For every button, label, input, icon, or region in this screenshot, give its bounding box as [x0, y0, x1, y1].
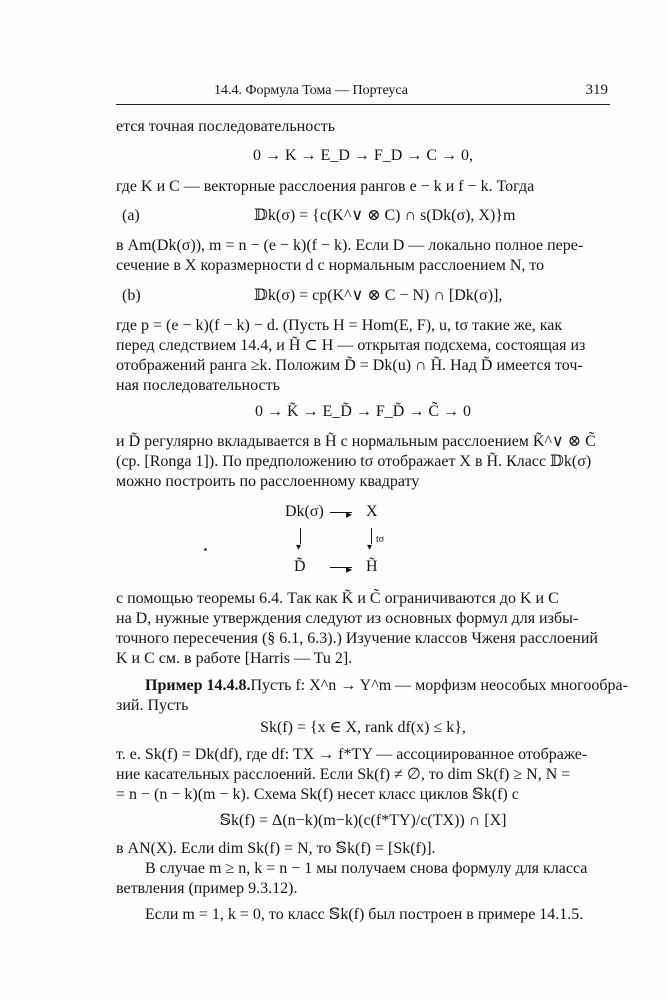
text-line: можно построить по расслоенному квадрату — [116, 473, 420, 490]
text-line: в Am(Dk(σ)), m = n − (e − k)(f − k). Если D — локально полное пере- — [116, 237, 584, 254]
text-line: ние касательных расслоений. Если Sk(f) ≠ ∅, то dim Sk(f) ≥ N, N = — [116, 766, 571, 783]
text-line: (ср. [Ronga 1]). По предположению tσ отображает X в H̃. Класс 𝔻k(σ) — [116, 453, 592, 470]
example-text: Пусть f: X^n → Y^m — морфизм неособых многообра- — [250, 677, 628, 694]
text-line: сечение в X коразмерности d с нормальным расслоением N, то — [116, 257, 545, 274]
text-line: K и C см. в работе [Harris — Tu 2]. — [116, 650, 353, 667]
arrow-head: ▸ — [346, 562, 353, 576]
text-line: где K и C — векторные расслоения рангов e − k и f − k. Тогда — [116, 178, 535, 195]
display-equation: 0 → K̃ → E_D̃ → F_D̃ → C̃ → 0 — [254, 403, 471, 420]
text-line: и D̃ регулярно вкладывается в H̃ с нормальным расслоением K̃^∨ ⊗ C̃ — [116, 433, 596, 450]
equation-tag: (b) — [122, 287, 141, 304]
text-line: зий. Пусть — [116, 697, 189, 714]
arrow-head: ▾ — [296, 542, 302, 553]
text-line: отображений ранга ≥k. Положим D̃ = Dk(u) ∩ H̃. Над D̃ имеется точ- — [116, 357, 583, 374]
running-title: 14.4. Формула Тома — Портеуса — [214, 83, 409, 98]
diagram-node-top-right: X — [366, 503, 378, 520]
page-number: 319 — [585, 82, 608, 98]
text-line: ется точная последовательность — [116, 118, 336, 135]
example-title: Пример 14.4.8. — [145, 677, 251, 694]
text-line: т. е. Sk(f) = Dk(df), где df: TX → f*TY — ассоциированное отображе- — [116, 746, 588, 763]
text-line: с помощью теоремы 6.4. Так как K̃ и C̃ ограничиваются до K и C — [116, 590, 559, 607]
text-line: в AN(X). Если dim Sk(f) = N, то 𝕊k(f) = [Sk(f)]. — [116, 840, 436, 857]
display-equation: 0 → K → E_D → F_D → C → 0, — [252, 147, 473, 164]
equation-tag: (a) — [122, 207, 140, 224]
display-equation: 𝔻k(σ) = {c(K^∨ ⊗ C) ∩ s(Dk(σ), X)}m — [254, 207, 516, 224]
text-line: точного пересечения (§ 6.1, 6.3).) Изучение классов Чженя расслоений — [116, 630, 598, 647]
text-line: перед следствием 14.4, и H̃ ⊂ H — открытая подсхема, состоящая из — [116, 337, 586, 354]
text-line: на D, нужные утверждения следуют из основных формул для избы- — [116, 610, 579, 627]
diagram-arrow-label: tσ — [376, 534, 385, 545]
text-line: ная последовательность — [116, 377, 280, 394]
diagram-node-bottom-right: H̃ — [366, 558, 378, 575]
running-header — [116, 78, 610, 105]
display-equation: Sk(f) = {x ∈ X, rank df(x) ≤ k}, — [260, 719, 466, 736]
display-equation: 𝔻k(σ) = cp(K^∨ ⊗ C − N) ∩ [Dk(σ)], — [254, 287, 503, 304]
text-line: Если m = 1, k = 0, то класс 𝕊k(f) был построен в примере 14.1.5. — [145, 906, 584, 923]
example-heading-line — [145, 676, 628, 696]
print-speck — [204, 548, 207, 551]
arrow-head: ▾ — [367, 542, 373, 553]
text-line: ветвления (пример 9.3.12). — [116, 880, 298, 897]
diagram-node-bottom-left: D̃ — [294, 558, 306, 575]
diagram-node-top-left: Dk(σ) — [285, 503, 324, 520]
text-line: = n − (n − k)(m − k). Схема Sk(f) несет класс циклов 𝕊k(f) с — [116, 786, 519, 803]
arrow-head: ▸ — [346, 507, 353, 521]
text-line: где p = (e − k)(f − k) − d. (Пусть H = Hom(E, F), u, tσ такие же, как — [116, 317, 563, 334]
text-line: В случае m ≥ n, k = n − 1 мы получаем снова формулу для класса — [145, 860, 588, 877]
display-equation: 𝕊k(f) = Δ(n−k)(m−k)(c(f*TY)/c(TX)) ∩ [X] — [219, 812, 507, 829]
